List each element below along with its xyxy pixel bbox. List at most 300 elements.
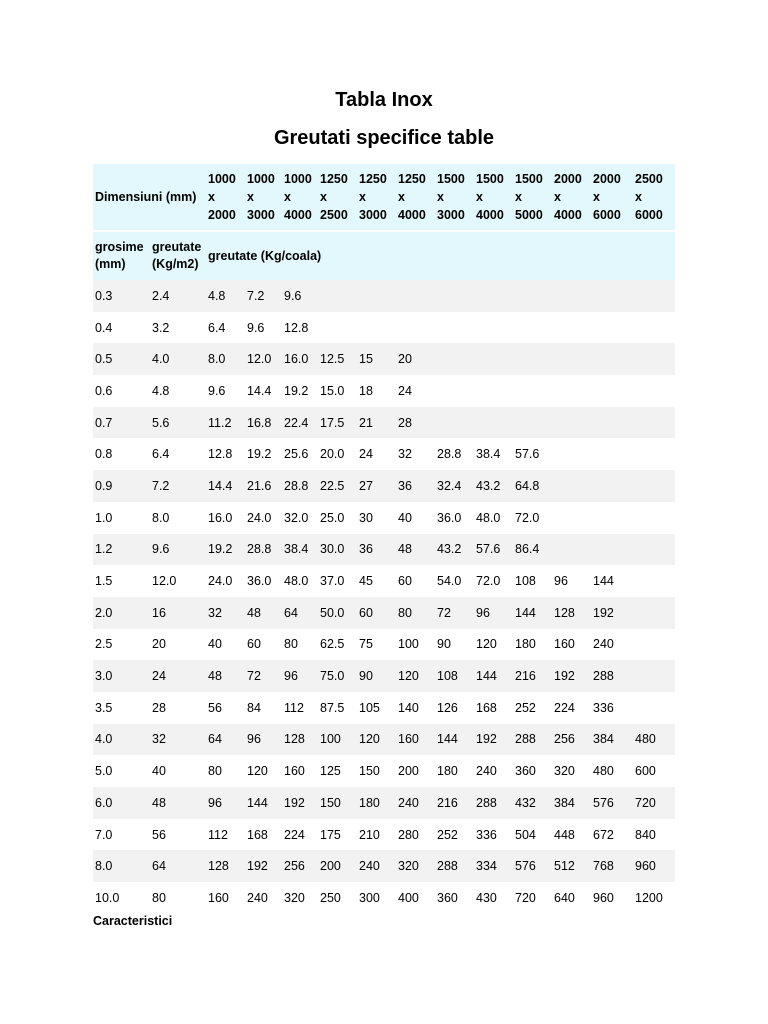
size-header-11 (633, 164, 675, 231)
table-cell: 252 (513, 692, 552, 724)
table-cell: 280 (396, 819, 435, 851)
table-cell: 192 (591, 597, 633, 629)
table-cell: 768 (591, 850, 633, 882)
table-cell (318, 280, 357, 312)
table-cell: 20.0 (318, 438, 357, 470)
weight-m2-header-line1: greutate (152, 240, 202, 254)
table-row (93, 819, 675, 851)
table-cell: 5.0 (93, 755, 150, 787)
table-cell: 32.0 (282, 502, 318, 534)
section-heading-characteristics: Caracteristici (93, 914, 173, 928)
table-cell (474, 343, 513, 375)
table-cell: 6.4 (206, 312, 245, 344)
size-header-7 (474, 164, 513, 231)
table-cell: 160 (282, 755, 318, 787)
table-cell: 288 (591, 660, 633, 692)
table-cell: 0.8 (93, 438, 150, 470)
weight-m2-header-line2: (Kg/m2) (152, 257, 199, 271)
table-cell: 24 (357, 438, 396, 470)
table-cell: 43.2 (435, 534, 474, 566)
table-cell: 24 (150, 660, 206, 692)
table-cell: 80 (396, 597, 435, 629)
size-header-6 (435, 164, 474, 231)
size-header-line: 3000 (437, 208, 465, 222)
table-cell (513, 343, 552, 375)
table-cell: 20 (150, 629, 206, 661)
thickness-header-line2: (mm) (95, 257, 126, 271)
table-cell: 80 (282, 629, 318, 661)
table-cell: 28.8 (435, 438, 474, 470)
table-cell: 12.5 (318, 343, 357, 375)
table-cell (474, 375, 513, 407)
table-cell: 64 (282, 597, 318, 629)
table-cell: 5.6 (150, 407, 206, 439)
table-cell (318, 312, 357, 344)
table-cell: 72.0 (474, 565, 513, 597)
table-cell: 0.9 (93, 470, 150, 502)
table-cell: 96 (282, 660, 318, 692)
table-cell (552, 470, 591, 502)
table-cell: 15 (357, 343, 396, 375)
size-header-8 (513, 164, 552, 231)
table-cell: 480 (591, 755, 633, 787)
table-cell (435, 343, 474, 375)
table-row (93, 534, 675, 566)
table-cell: 180 (513, 629, 552, 661)
table-cell: 240 (591, 629, 633, 661)
table-cell: 168 (245, 819, 282, 851)
table-cell: 40 (150, 755, 206, 787)
table-cell: 600 (633, 755, 675, 787)
table-cell: 4.8 (206, 280, 245, 312)
table-row (93, 629, 675, 661)
table-cell (633, 692, 675, 724)
table-cell: 32 (206, 597, 245, 629)
table-cell: 30 (357, 502, 396, 534)
table-cell: 22.5 (318, 470, 357, 502)
table-cell: 360 (435, 882, 474, 914)
table-cell: 3.0 (93, 660, 150, 692)
table-cell: 320 (552, 755, 591, 787)
table-cell: 512 (552, 850, 591, 882)
table-row (93, 597, 675, 629)
size-header-line: 1500 (515, 172, 543, 186)
table-cell: 120 (396, 660, 435, 692)
table-cell (552, 407, 591, 439)
table-cell (474, 312, 513, 344)
weights-table (93, 164, 675, 914)
table-cell (591, 470, 633, 502)
table-cell: 9.6 (206, 375, 245, 407)
table-cell: 320 (396, 850, 435, 882)
table-cell: 0.5 (93, 343, 150, 375)
table-row (93, 280, 675, 312)
table-cell: 45 (357, 565, 396, 597)
table-cell: 430 (474, 882, 513, 914)
size-header-line: 4000 (476, 208, 504, 222)
table-cell (552, 343, 591, 375)
table-cell: 144 (591, 565, 633, 597)
table-cell: 48 (245, 597, 282, 629)
table-cell: 36 (396, 470, 435, 502)
table-cell (591, 375, 633, 407)
table-row (93, 438, 675, 470)
page-subtitle: Greutati specifice table (273, 127, 495, 149)
table-cell: 960 (633, 850, 675, 882)
table-cell (633, 312, 675, 344)
table-cell: 72.0 (513, 502, 552, 534)
table-cell (591, 438, 633, 470)
table-cell: 27 (357, 470, 396, 502)
table-cell: 96 (206, 787, 245, 819)
table-cell (633, 597, 675, 629)
table-row (93, 882, 675, 914)
table-cell: 120 (474, 629, 513, 661)
size-header-line: 1000 (247, 172, 275, 186)
table-cell (357, 280, 396, 312)
table-row (93, 375, 675, 407)
table-cell: 32.4 (435, 470, 474, 502)
table-cell: 720 (633, 787, 675, 819)
thickness-header (93, 231, 150, 280)
size-header-line: 2500 (635, 172, 663, 186)
size-header-line: 2500 (320, 208, 348, 222)
table-cell: 448 (552, 819, 591, 851)
table-cell: 24.0 (206, 565, 245, 597)
table-cell: 384 (552, 787, 591, 819)
table-cell: 840 (633, 819, 675, 851)
table-cell: 240 (357, 850, 396, 882)
table-cell: 84 (245, 692, 282, 724)
table-cell: 75.0 (318, 660, 357, 692)
size-header-line: 1000 (284, 172, 312, 186)
table-cell: 12.8 (206, 438, 245, 470)
size-header-line: x (437, 190, 444, 204)
table-cell: 48 (150, 787, 206, 819)
table-row (93, 724, 675, 756)
table-cell (633, 502, 675, 534)
thickness-header-line1: grosime (95, 240, 144, 254)
table-cell (591, 502, 633, 534)
table-cell: 300 (357, 882, 396, 914)
table-cell: 200 (318, 850, 357, 882)
size-header-4 (357, 164, 396, 231)
table-row (93, 502, 675, 534)
table-cell (552, 375, 591, 407)
table-cell: 250 (318, 882, 357, 914)
table-cell (552, 438, 591, 470)
table-cell: 56 (206, 692, 245, 724)
table-cell: 48 (206, 660, 245, 692)
table-cell: 16 (150, 597, 206, 629)
size-header-line: 1250 (359, 172, 387, 186)
table-cell: 9.6 (282, 280, 318, 312)
table-cell: 168 (474, 692, 513, 724)
table-cell (474, 280, 513, 312)
table-cell: 40 (396, 502, 435, 534)
table-cell: 160 (206, 882, 245, 914)
table-cell: 56 (150, 819, 206, 851)
table-cell (396, 312, 435, 344)
table-cell: 0.6 (93, 375, 150, 407)
table-cell: 140 (396, 692, 435, 724)
table-cell: 20 (396, 343, 435, 375)
table-cell: 87.5 (318, 692, 357, 724)
table-cell: 19.2 (282, 375, 318, 407)
table-cell: 16.0 (206, 502, 245, 534)
size-header-line: 6000 (635, 208, 663, 222)
table-cell (633, 407, 675, 439)
table-cell: 336 (474, 819, 513, 851)
table-cell: 28.8 (282, 470, 318, 502)
size-header-line: x (476, 190, 483, 204)
table-cell: 57.6 (474, 534, 513, 566)
table-cell: 6.0 (93, 787, 150, 819)
table-cell: 25.6 (282, 438, 318, 470)
table-cell: 1.5 (93, 565, 150, 597)
table-cell: 400 (396, 882, 435, 914)
table-cell: 256 (282, 850, 318, 882)
table-cell: 36.0 (245, 565, 282, 597)
size-header-10 (591, 164, 633, 231)
size-header-2 (282, 164, 318, 231)
table-cell: 9.6 (245, 312, 282, 344)
table-cell: 8.0 (150, 502, 206, 534)
table-cell: 24 (396, 375, 435, 407)
table-cell: 105 (357, 692, 396, 724)
table-cell: 43.2 (474, 470, 513, 502)
size-header-line: x (398, 190, 405, 204)
table-cell: 19.2 (245, 438, 282, 470)
header-row-sizes (93, 164, 675, 231)
table-cell: 288 (435, 850, 474, 882)
table-cell: 72 (245, 660, 282, 692)
table-cell: 50.0 (318, 597, 357, 629)
table-cell: 14.4 (206, 470, 245, 502)
table-row (93, 312, 675, 344)
size-header-0 (206, 164, 245, 231)
table-cell: 2.5 (93, 629, 150, 661)
table-cell: 334 (474, 850, 513, 882)
size-header-line: x (593, 190, 600, 204)
table-cell: 1.0 (93, 502, 150, 534)
table-cell: 210 (357, 819, 396, 851)
table-row (93, 787, 675, 819)
table-cell: 80 (206, 755, 245, 787)
size-header-line: x (554, 190, 561, 204)
table-cell: 240 (245, 882, 282, 914)
table-cell: 12.0 (150, 565, 206, 597)
table-cell: 4.0 (93, 724, 150, 756)
table-cell: 9.6 (150, 534, 206, 566)
table-cell: 10.0 (93, 882, 150, 914)
table-cell: 150 (318, 787, 357, 819)
table-cell: 150 (357, 755, 396, 787)
table-cell: 120 (245, 755, 282, 787)
size-header-line: 2000 (554, 172, 582, 186)
table-cell: 8.0 (206, 343, 245, 375)
table-row (93, 343, 675, 375)
table-row (93, 692, 675, 724)
table-cell: 125 (318, 755, 357, 787)
table-cell: 22.4 (282, 407, 318, 439)
table-cell: 60 (357, 597, 396, 629)
table-cell: 2.4 (150, 280, 206, 312)
table-cell: 160 (552, 629, 591, 661)
table-cell: 7.2 (150, 470, 206, 502)
table-cell: 62.5 (318, 629, 357, 661)
table-cell: 72 (435, 597, 474, 629)
size-header-9 (552, 164, 591, 231)
table-cell: 19.2 (206, 534, 245, 566)
size-header-1 (245, 164, 282, 231)
table-cell: 32 (150, 724, 206, 756)
table-cell: 216 (513, 660, 552, 692)
table-cell: 180 (435, 755, 474, 787)
table-cell: 0.3 (93, 280, 150, 312)
table-cell: 21 (357, 407, 396, 439)
table-cell: 192 (245, 850, 282, 882)
table-cell: 320 (282, 882, 318, 914)
table-cell: 16.0 (282, 343, 318, 375)
table-cell: 14.4 (245, 375, 282, 407)
table-cell: 360 (513, 755, 552, 787)
table-cell: 180 (357, 787, 396, 819)
table-cell: 60 (396, 565, 435, 597)
table-cell: 96 (552, 565, 591, 597)
table-cell: 200 (396, 755, 435, 787)
table-cell: 0.7 (93, 407, 150, 439)
table-cell (513, 407, 552, 439)
table-row (93, 565, 675, 597)
table-row (93, 407, 675, 439)
weight-sheet-header: greutate (Kg/coala) (206, 231, 675, 280)
table-cell: 432 (513, 787, 552, 819)
size-header-line: 1250 (398, 172, 426, 186)
table-cell: 28.8 (245, 534, 282, 566)
table-cell: 1200 (633, 882, 675, 914)
table-cell: 128 (552, 597, 591, 629)
size-header-line: x (284, 190, 291, 204)
table-cell: 288 (474, 787, 513, 819)
table-cell: 576 (513, 850, 552, 882)
table-cell: 40 (206, 629, 245, 661)
table-cell: 54.0 (435, 565, 474, 597)
table-cell: 64 (206, 724, 245, 756)
size-header-line: x (515, 190, 522, 204)
table-cell: 90 (435, 629, 474, 661)
table-cell: 4.8 (150, 375, 206, 407)
size-header-line: x (320, 190, 327, 204)
table-cell: 480 (633, 724, 675, 756)
size-header-line: x (247, 190, 254, 204)
table-cell: 60 (245, 629, 282, 661)
table-cell: 38.4 (282, 534, 318, 566)
table-cell: 144 (245, 787, 282, 819)
table-cell: 17.5 (318, 407, 357, 439)
table-cell (474, 407, 513, 439)
size-header-line: x (635, 190, 642, 204)
table-cell (396, 280, 435, 312)
table-cell: 16.8 (245, 407, 282, 439)
table-cell: 240 (474, 755, 513, 787)
table-cell: 1.2 (93, 534, 150, 566)
table-cell: 86.4 (513, 534, 552, 566)
size-header-line: x (208, 190, 215, 204)
table-cell (435, 312, 474, 344)
table-cell: 18 (357, 375, 396, 407)
table-cell: 0.4 (93, 312, 150, 344)
table-cell (633, 629, 675, 661)
table-row (93, 755, 675, 787)
table-cell: 128 (206, 850, 245, 882)
table-cell (633, 470, 675, 502)
size-header-line: 1500 (476, 172, 504, 186)
page-title: Tabla Inox (335, 89, 433, 111)
table-cell: 112 (282, 692, 318, 724)
table-cell (591, 280, 633, 312)
table-cell (552, 280, 591, 312)
weight-m2-header (150, 231, 206, 280)
table-cell: 21.6 (245, 470, 282, 502)
size-header-line: 4000 (284, 208, 312, 222)
table-cell: 48.0 (474, 502, 513, 534)
table-cell: 672 (591, 819, 633, 851)
table-cell: 4.0 (150, 343, 206, 375)
table-cell: 96 (245, 724, 282, 756)
table-cell: 64 (150, 850, 206, 882)
table-cell: 24.0 (245, 502, 282, 534)
table-cell: 128 (282, 724, 318, 756)
table-row (93, 850, 675, 882)
table-cell: 960 (591, 882, 633, 914)
table-cell (435, 280, 474, 312)
table-cell: 175 (318, 819, 357, 851)
size-header-line: 2000 (208, 208, 236, 222)
table-cell: 576 (591, 787, 633, 819)
table-cell: 100 (318, 724, 357, 756)
table-cell: 96 (474, 597, 513, 629)
size-header-line: x (359, 190, 366, 204)
size-header-line: 5000 (515, 208, 543, 222)
size-header-line: 3000 (247, 208, 275, 222)
size-header-line: 4000 (398, 208, 426, 222)
table-cell: 12.0 (245, 343, 282, 375)
size-header-line: 6000 (593, 208, 621, 222)
table-cell (435, 407, 474, 439)
size-header-line: 1000 (208, 172, 236, 186)
table-cell: 144 (435, 724, 474, 756)
table-cell: 120 (357, 724, 396, 756)
table-cell: 192 (474, 724, 513, 756)
table-cell (552, 534, 591, 566)
table-cell: 2.0 (93, 597, 150, 629)
table-cell: 192 (282, 787, 318, 819)
dimensions-label: Dimensiuni (mm) (93, 164, 206, 231)
table-cell: 160 (396, 724, 435, 756)
table-cell (591, 534, 633, 566)
table-row (93, 660, 675, 692)
table-cell: 12.8 (282, 312, 318, 344)
table-cell: 36.0 (435, 502, 474, 534)
table-cell: 504 (513, 819, 552, 851)
table-cell: 3.5 (93, 692, 150, 724)
table-cell: 252 (435, 819, 474, 851)
size-header-line: 1500 (437, 172, 465, 186)
table-cell: 126 (435, 692, 474, 724)
table-cell: 100 (396, 629, 435, 661)
table-cell: 25.0 (318, 502, 357, 534)
